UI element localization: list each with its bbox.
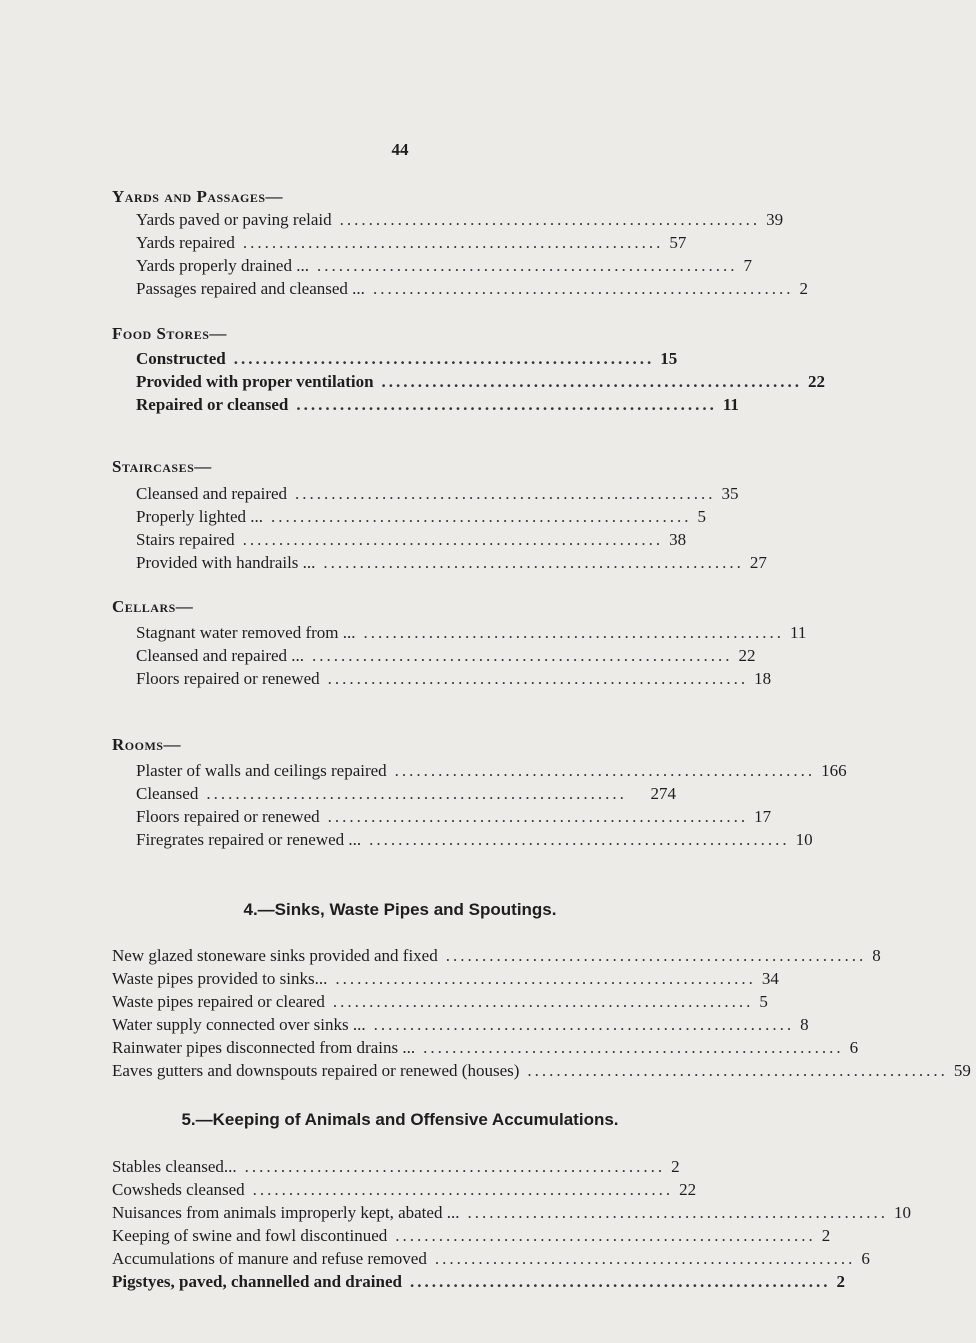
item-label: Keeping of swine and fowl discontinued — [112, 1226, 388, 1245]
item-value: 5 — [759, 992, 768, 1011]
list-item: New glazed stoneware sinks provided and fixed .......................................................... 8 — [112, 945, 668, 967]
list-item: Yards repaired .......................................................... 57 — [136, 232, 668, 254]
item-label: Cleansed — [136, 784, 199, 803]
section-title-food-stores: Food Stores— — [112, 324, 227, 343]
item-value: 11 — [722, 395, 739, 414]
item-value: 166 — [821, 761, 847, 780]
list-item: Provided with handrails ... .......................................................... 27 — [136, 552, 668, 574]
item-label: New glazed stoneware sinks provided and fixed — [112, 946, 438, 965]
list-item: Cleansed and repaired .......................................................... 35 — [136, 483, 668, 505]
item-value: 5 — [697, 507, 707, 526]
item-value: 22 — [738, 646, 756, 665]
item-value: 59 — [953, 1061, 971, 1080]
item-label: Floors repaired or renewed — [136, 669, 320, 688]
item-value: 57 — [669, 233, 687, 252]
item-value: 35 — [721, 484, 739, 503]
list-item: Accumulations of manure and refuse removed .......................................................... 6 — [112, 1248, 668, 1270]
item-label: Cleansed and repaired — [136, 484, 288, 503]
list-item: Provided with proper ventilation .......................................................... 22 — [136, 371, 668, 393]
list-item: Stagnant water removed from ... .......................................................... 11 — [136, 622, 668, 644]
item-label: Nuisances from animals improperly kept, abated ... — [112, 1203, 460, 1222]
item-label: Properly lighted ... — [136, 507, 264, 526]
item-label: Waste pipes repaired or cleared — [112, 992, 325, 1011]
page-number: 44 — [391, 140, 409, 159]
section-title-rooms: Rooms— — [112, 735, 181, 754]
list-item: Floors repaired or renewed .......................................................... 17 — [136, 806, 676, 828]
item-value: 7 — [743, 256, 752, 275]
list-item: Properly lighted ... .......................................................... 5 — [136, 506, 668, 528]
list-item: Water supply connected over sinks ... .......................................................... 8 — [112, 1014, 668, 1036]
item-label: Cowsheds cleansed — [112, 1180, 245, 1199]
item-label: Firegrates repaired or renewed ... — [136, 830, 362, 849]
item-label: Stagnant water removed from ... — [136, 623, 356, 642]
list-item: Passages repaired and cleansed ... .......................................................... 2 — [136, 278, 668, 300]
item-value: 2 — [821, 1226, 831, 1245]
item-label: Passages repaired and cleansed ... — [136, 279, 365, 298]
item-value: 8 — [800, 1015, 809, 1034]
item-label: Waste pipes provided to sinks... — [112, 969, 328, 988]
list-item: Keeping of swine and fowl discontinued .......................................................... 2 — [112, 1225, 668, 1247]
list-item: Pigstyes, paved, channelled and drained .......................................................... 2 — [112, 1271, 668, 1293]
item-label: Accumulations of manure and refuse removed — [112, 1249, 427, 1268]
item-label: Yards properly drained ... — [136, 256, 309, 275]
list-item: Yards properly drained ... .......................................................... 7 — [136, 255, 668, 277]
list-item: Firegrates repaired or renewed ... .......................................................... 10 — [136, 829, 676, 851]
item-value: 11 — [790, 623, 807, 642]
item-label: Provided with handrails ... — [136, 553, 316, 572]
item-value: 6 — [849, 1038, 859, 1057]
item-value: 10 — [893, 1203, 911, 1222]
item-label: Eaves gutters and downspouts repaired or renewed (houses) — [112, 1061, 520, 1080]
section-title-cellars: Cellars— — [112, 597, 194, 616]
list-item: Constructed .......................................................... 15 — [136, 348, 668, 370]
list-item: Cleansed and repaired ... .......................................................... 22 — [136, 645, 668, 667]
heading-animals: 5.—Keeping of Animals and Offensive Accumulations. — [181, 1110, 619, 1129]
item-value: 22 — [679, 1180, 697, 1199]
item-value: 2 — [799, 279, 808, 298]
item-label: Stables cleansed... — [112, 1157, 237, 1176]
item-label: Pigstyes, paved, channelled and drained — [112, 1272, 402, 1291]
item-value: 22 — [808, 372, 826, 391]
item-label: Stairs repaired — [136, 530, 235, 549]
list-item: Cowsheds cleansed .......................................................... 22 — [112, 1179, 668, 1201]
item-value: 15 — [660, 349, 678, 368]
item-value: 38 — [669, 530, 687, 549]
item-value: 2 — [836, 1272, 845, 1291]
list-item: Rainwater pipes disconnected from drains ... .......................................................... 6 — [112, 1037, 668, 1059]
item-value: 39 — [766, 210, 784, 229]
item-label: Repaired or cleansed — [136, 395, 289, 414]
list-item: Waste pipes provided to sinks... .......................................................... 34 — [112, 968, 668, 990]
item-value: 8 — [872, 946, 881, 965]
item-label: Yards repaired — [136, 233, 235, 252]
list-item: Repaired or cleansed .......................................................... 11 — [136, 394, 668, 416]
item-label: Water supply connected over sinks ... — [112, 1015, 366, 1034]
item-label: Yards paved or paving relaid — [136, 210, 332, 229]
list-item: Plaster of walls and ceilings repaired .......................................................... 166 — [136, 761, 847, 780]
item-label: Rainwater pipes disconnected from drains ... — [112, 1038, 416, 1057]
item-value: 274 — [650, 784, 676, 803]
item-value: 10 — [795, 830, 813, 849]
list-item: Waste pipes repaired or cleared .......................................................... 5 — [112, 991, 668, 1013]
heading-sinks: 4.—Sinks, Waste Pipes and Spoutings. — [243, 900, 557, 919]
list-item: Eaves gutters and downspouts repaired or renewed (houses) .......................................................... 59 — [112, 1060, 668, 1082]
item-label: Provided with proper ventilation — [136, 372, 374, 391]
item-value: 17 — [754, 807, 772, 826]
list-item: Stables cleansed... .......................................................... 2 — [112, 1156, 668, 1178]
item-value: 2 — [671, 1157, 680, 1176]
item-label: Cleansed and repaired ... — [136, 646, 305, 665]
item-value: 6 — [861, 1249, 870, 1268]
section-title-staircases: Staircases— — [112, 457, 212, 476]
item-value: 18 — [754, 669, 772, 688]
list-item: Yards paved or paving relaid .......................................................... 39 — [136, 209, 668, 231]
list-item: Nuisances from animals improperly kept, abated ... .......................................................... 10 — [112, 1202, 668, 1224]
item-label: Plaster of walls and ceilings repaired — [136, 761, 387, 780]
item-value: 27 — [749, 553, 767, 572]
list-item: Floors repaired or renewed .......................................................... 18 — [136, 668, 668, 690]
list-item: Cleansed .......................................................... 274 — [136, 784, 676, 803]
item-label: Floors repaired or renewed — [136, 807, 320, 826]
item-value: 34 — [761, 969, 779, 988]
item-label: Constructed — [136, 349, 226, 368]
list-item: Stairs repaired .......................................................... 38 — [136, 529, 668, 551]
section-title-yards: Yards and Passages— — [112, 187, 284, 206]
